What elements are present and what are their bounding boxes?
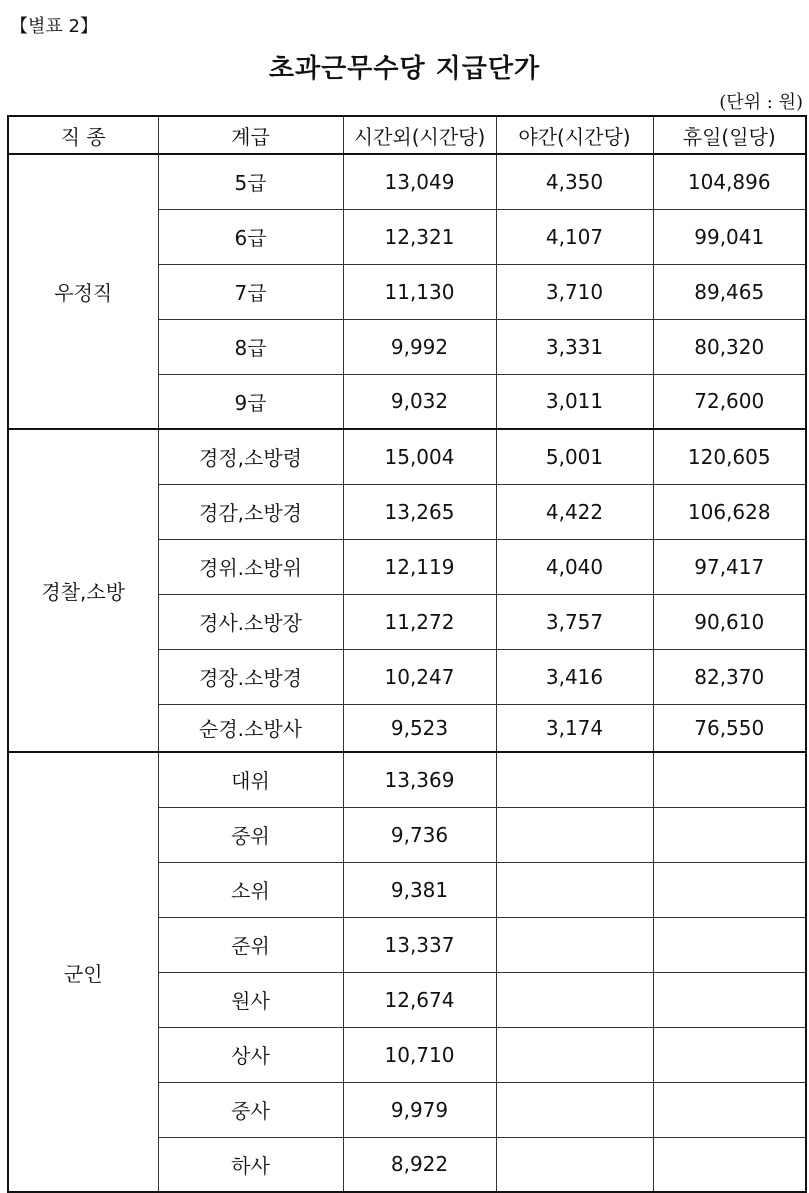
holiday-cell xyxy=(653,1027,806,1082)
overtime-wage-table xyxy=(7,115,807,1193)
holiday-cell: 97,417 xyxy=(653,539,806,594)
holiday-cell xyxy=(653,807,806,862)
rank-cell: 대위 xyxy=(158,752,343,807)
night-cell: 4,040 xyxy=(496,539,653,594)
rank-cell: 경사.소방장 xyxy=(158,594,343,649)
overtime-cell: 12,674 xyxy=(343,972,496,1027)
job-type-cell: 우정직 xyxy=(8,154,158,429)
header-holiday: 휴일(일당) xyxy=(653,116,806,154)
overtime-cell: 9,523 xyxy=(343,704,496,752)
night-cell: 4,107 xyxy=(496,209,653,264)
night-cell: 3,011 xyxy=(496,374,653,429)
holiday-cell: 72,600 xyxy=(653,374,806,429)
night-cell xyxy=(496,1082,653,1137)
holiday-cell: 89,465 xyxy=(653,264,806,319)
overtime-cell: 13,369 xyxy=(343,752,496,807)
overtime-cell: 13,337 xyxy=(343,917,496,972)
rank-cell: 6급 xyxy=(158,209,343,264)
holiday-cell: 104,896 xyxy=(653,154,806,209)
rank-cell: 7급 xyxy=(158,264,343,319)
rank-cell: 상사 xyxy=(158,1027,343,1082)
table-row xyxy=(8,154,806,209)
rank-cell: 경감,소방경 xyxy=(158,484,343,539)
job-type-cell: 군인 xyxy=(8,752,158,1192)
overtime-cell: 8,922 xyxy=(343,1137,496,1192)
holiday-cell: 90,610 xyxy=(653,594,806,649)
overtime-cell: 12,321 xyxy=(343,209,496,264)
attachment-label: 【별표 2】 xyxy=(10,16,98,37)
table-body xyxy=(8,154,806,1192)
holiday-cell xyxy=(653,862,806,917)
document-title: 초과근무수당 지급단가 xyxy=(268,54,541,84)
holiday-cell xyxy=(653,752,806,807)
overtime-cell: 9,979 xyxy=(343,1082,496,1137)
holiday-cell: 120,605 xyxy=(653,429,806,484)
holiday-cell: 82,370 xyxy=(653,649,806,704)
rank-cell: 소위 xyxy=(158,862,343,917)
rank-cell: 5급 xyxy=(158,154,343,209)
rank-cell: 경정,소방령 xyxy=(158,429,343,484)
night-cell xyxy=(496,1027,653,1082)
rank-cell: 중사 xyxy=(158,1082,343,1137)
rank-cell: 경위.소방위 xyxy=(158,539,343,594)
holiday-cell xyxy=(653,1082,806,1137)
overtime-cell: 15,004 xyxy=(343,429,496,484)
holiday-cell: 80,320 xyxy=(653,319,806,374)
header-row xyxy=(8,116,806,154)
night-cell: 3,757 xyxy=(496,594,653,649)
overtime-cell: 11,130 xyxy=(343,264,496,319)
rank-cell: 8급 xyxy=(158,319,343,374)
unit-note: (단위 : 원) xyxy=(719,92,803,113)
header-night: 야간(시간당) xyxy=(496,116,653,154)
overtime-cell: 13,265 xyxy=(343,484,496,539)
night-cell: 4,422 xyxy=(496,484,653,539)
night-cell: 4,350 xyxy=(496,154,653,209)
overtime-cell: 9,992 xyxy=(343,319,496,374)
holiday-cell: 106,628 xyxy=(653,484,806,539)
header-rank: 계급 xyxy=(158,116,343,154)
rank-cell: 경장.소방경 xyxy=(158,649,343,704)
table-row xyxy=(8,752,806,807)
header-job-type: 직 종 xyxy=(8,116,158,154)
night-cell xyxy=(496,1137,653,1192)
header-overtime: 시간외(시간당) xyxy=(343,116,496,154)
holiday-cell xyxy=(653,917,806,972)
table-header xyxy=(8,116,806,154)
rank-cell: 9급 xyxy=(158,374,343,429)
rank-cell: 중위 xyxy=(158,807,343,862)
overtime-cell: 10,710 xyxy=(343,1027,496,1082)
night-cell: 3,174 xyxy=(496,704,653,752)
overtime-cell: 9,736 xyxy=(343,807,496,862)
rank-cell: 원사 xyxy=(158,972,343,1027)
overtime-cell: 9,032 xyxy=(343,374,496,429)
night-cell xyxy=(496,862,653,917)
overtime-cell: 9,381 xyxy=(343,862,496,917)
table-row xyxy=(8,429,806,484)
night-cell xyxy=(496,752,653,807)
night-cell xyxy=(496,807,653,862)
overtime-cell: 11,272 xyxy=(343,594,496,649)
holiday-cell: 99,041 xyxy=(653,209,806,264)
job-type-cell: 경찰,소방 xyxy=(8,429,158,752)
holiday-cell xyxy=(653,972,806,1027)
rank-cell: 순경.소방사 xyxy=(158,704,343,752)
night-cell: 3,331 xyxy=(496,319,653,374)
holiday-cell xyxy=(653,1137,806,1192)
rank-cell: 준위 xyxy=(158,917,343,972)
overtime-cell: 13,049 xyxy=(343,154,496,209)
overtime-cell: 10,247 xyxy=(343,649,496,704)
night-cell xyxy=(496,917,653,972)
night-cell: 3,710 xyxy=(496,264,653,319)
holiday-cell: 76,550 xyxy=(653,704,806,752)
rank-cell: 하사 xyxy=(158,1137,343,1192)
overtime-cell: 12,119 xyxy=(343,539,496,594)
night-cell: 3,416 xyxy=(496,649,653,704)
night-cell: 5,001 xyxy=(496,429,653,484)
night-cell xyxy=(496,972,653,1027)
